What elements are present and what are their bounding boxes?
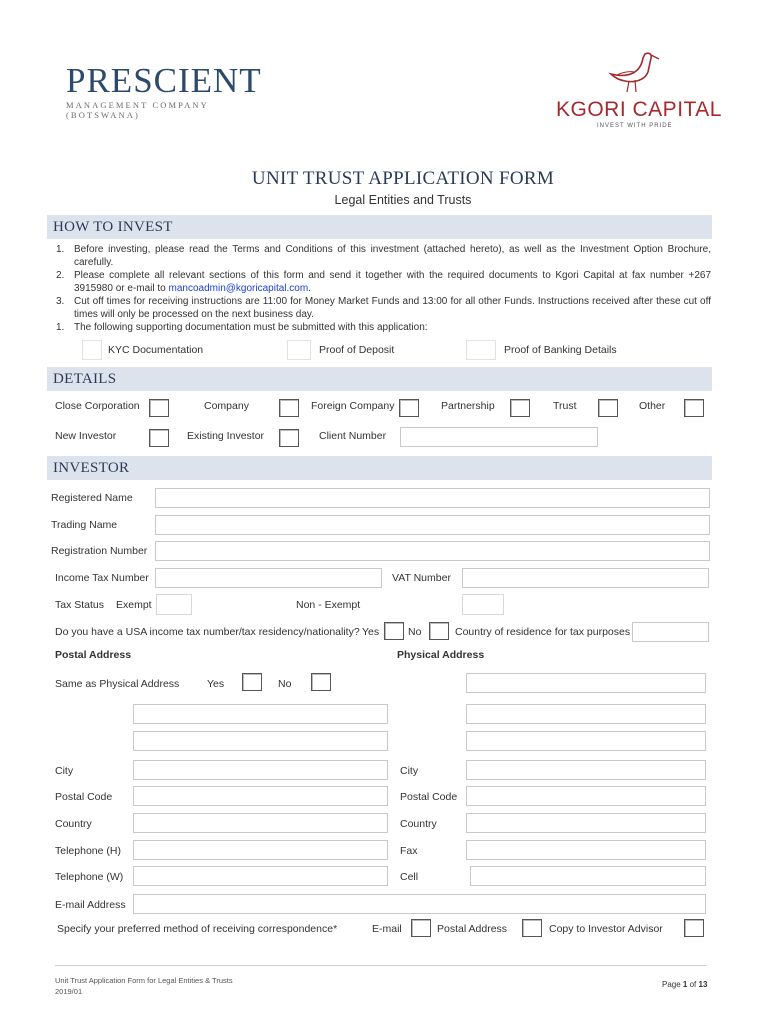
usa-yes-label: Yes [362,626,380,638]
fax-label: Fax [400,845,418,857]
postal-city-input[interactable] [133,760,388,780]
page-total: 13 [698,980,708,989]
email-address-input[interactable] [133,894,706,914]
page-current: 1 [682,980,688,989]
other-label: Other [639,400,666,412]
income-tax-number-label: Income Tax Number [55,572,149,584]
physical-address-line-2[interactable] [466,704,706,724]
telephone-h-label: Telephone (H) [55,845,121,857]
registration-number-label: Registration Number [51,545,148,557]
postal-code-label: Postal Code [55,791,113,803]
physical-address-heading: Physical Address [397,649,485,661]
how-to-invest-heading: HOW TO INVEST [53,219,173,235]
kgori-capital-logo [553,50,723,135]
postal-address-line-1[interactable] [133,704,388,724]
trading-name-label: Trading Name [51,519,118,531]
instruction-text-end: . [308,282,311,294]
correspondence-email-checkbox[interactable] [411,919,431,937]
non-exempt-label: Non - Exempt [296,599,361,611]
prescient-logo-name: PRESCIENT [66,61,262,100]
close-corporation-label: Close Corporation [55,400,140,412]
prescient-logo-subtitle: MANAGEMENT COMPANY (BOTSWANA) [66,100,209,120]
cell-input[interactable] [470,866,706,886]
country-of-residence-input[interactable] [632,622,709,642]
footer-divider [55,965,707,966]
company-label: Company [204,400,249,412]
registration-number-input[interactable] [155,541,710,561]
new-investor-label: New Investor [55,430,117,442]
instruction-number: 2. [56,270,65,281]
foreign-company-checkbox[interactable] [399,399,419,417]
usa-no-checkbox[interactable] [429,622,449,640]
tax-status-label: Tax Status [55,599,105,611]
instruction-text [74,270,711,295]
postal-city-label: City [55,765,74,777]
footer-date: 2019/01 [55,987,83,996]
registered-name-label: Registered Name [51,492,133,504]
kgori-logo-name: KGORI CAPITAL [556,98,722,121]
proof-of-banking-checkbox[interactable] [466,340,496,360]
other-checkbox[interactable] [684,399,704,417]
kyc-documentation-label: KYC Documentation [108,344,204,356]
page-label: Page [662,980,681,989]
how-to-invest-heading-band [47,215,712,239]
exempt-checkbox[interactable] [156,594,192,615]
kgori-bird-icon [605,50,665,95]
physical-country-input[interactable] [466,813,706,833]
existing-investor-checkbox[interactable] [279,429,299,447]
correspondence-postal-checkbox[interactable] [522,919,542,937]
physical-address-line-1[interactable] [466,673,706,693]
proof-of-deposit-checkbox[interactable] [287,340,311,360]
postal-country-label: Country [55,818,92,830]
registered-name-input[interactable] [155,488,710,508]
form-subtitle: Legal Entities and Trusts [334,193,472,207]
physical-city-input[interactable] [466,760,706,780]
correspondence-postal-label: Postal Address [437,923,508,935]
instruction-number: 1. [56,244,65,255]
correspondence-email-label: E-mail [372,923,402,935]
correspondence-method-label: Specify your preferred method of receiving correspondence* [57,923,338,935]
correspondence-advisor-checkbox[interactable] [684,919,704,937]
usa-no-label: No [408,626,422,638]
physical-city-label: City [400,765,419,777]
existing-investor-label: Existing Investor [187,430,265,442]
postal-address-heading: Postal Address [55,649,132,661]
trust-label: Trust [553,400,577,412]
details-heading-band [47,367,712,391]
instruction-number: 1. [56,322,65,333]
vat-number-input[interactable] [462,568,709,588]
trust-checkbox[interactable] [598,399,618,417]
instruction-item [56,244,711,270]
partnership-checkbox[interactable] [510,399,530,417]
same-as-physical-label: Same as Physical Address [55,678,180,690]
exempt-label: Exempt [116,599,152,611]
page-of: of [689,980,697,989]
usa-tax-question: Do you have a USA income tax number/tax residency/nationality? [55,626,360,638]
instruction-item [56,270,711,296]
investor-heading: INVESTOR [53,460,130,476]
proof-of-banking-label: Proof of Banking Details [504,344,617,356]
physical-postal-code-label: Postal Code [400,791,458,803]
telephone-w-input[interactable] [133,866,388,886]
same-as-physical-yes-label: Yes [207,678,225,690]
footer-page-number [662,980,707,989]
kgori-logo-tagline: INVEST WITH PRIDE [597,123,673,129]
instruction-text: Cut off times for receiving instructions are 11:00 for Money Market Funds and 13:00 for all other Funds. Instructions received after these cut off times will only be processed on the next business day. [74,296,711,320]
income-tax-number-input[interactable] [155,568,382,588]
client-number-input[interactable] [400,427,598,447]
company-checkbox[interactable] [279,399,299,417]
postal-code-input[interactable] [133,786,388,806]
close-corporation-checkbox[interactable] [149,399,169,417]
fax-input[interactable] [466,840,706,860]
instruction-text-part: Please complete all relevant sections of this form and send it together with the required documents to Kgori Capital at fax number +267 3915980 or e-mail to [74,270,711,294]
telephone-w-label: Telephone (W) [55,871,124,883]
usa-yes-checkbox[interactable] [384,622,404,640]
cell-label: Cell [400,871,419,883]
email-address-label: E-mail Address [55,899,126,911]
vat-number-label: VAT Number [392,572,451,584]
instruction-item [56,296,711,322]
details-heading: DETAILS [53,371,117,387]
kyc-documentation-checkbox[interactable] [82,340,102,360]
foreign-company-label: Foreign Company [311,400,395,412]
prescient-logo [66,61,281,120]
physical-address-line-3[interactable] [466,731,706,751]
partnership-label: Partnership [441,400,495,412]
form-title: UNIT TRUST APPLICATION FORM [251,168,555,189]
new-investor-checkbox[interactable] [149,429,169,447]
same-as-physical-no-checkbox[interactable] [311,673,331,691]
email-link[interactable]: mancoadmin@kgoricapital.com [168,282,309,294]
footer-document-name: Unit Trust Application Form for Legal Entities & Trusts [55,976,233,985]
physical-country-label: Country [400,818,437,830]
instruction-text: Before investing, please read the Terms and Conditions of this investment (attached hereto), as well as the Investment Option Brochure, carefully. [74,244,711,268]
investor-heading-band [47,456,712,480]
telephone-h-input[interactable] [133,840,388,860]
instruction-item [56,322,711,335]
country-of-residence-label: Country of residence for tax purposes [455,626,631,638]
non-exempt-checkbox[interactable] [462,594,504,615]
instruction-text: The following supporting documentation must be submitted with this application: [74,322,428,333]
postal-country-input[interactable] [133,813,388,833]
physical-postal-code-input[interactable] [466,786,706,806]
correspondence-advisor-label: Copy to Investor Advisor [549,923,663,935]
same-as-physical-no-label: No [278,678,292,690]
instruction-number: 3. [56,296,65,307]
trading-name-input[interactable] [155,515,710,535]
postal-address-line-2[interactable] [133,731,388,751]
client-number-label: Client Number [319,430,387,442]
proof-of-deposit-label: Proof of Deposit [319,344,395,356]
same-as-physical-yes-checkbox[interactable] [242,673,262,691]
